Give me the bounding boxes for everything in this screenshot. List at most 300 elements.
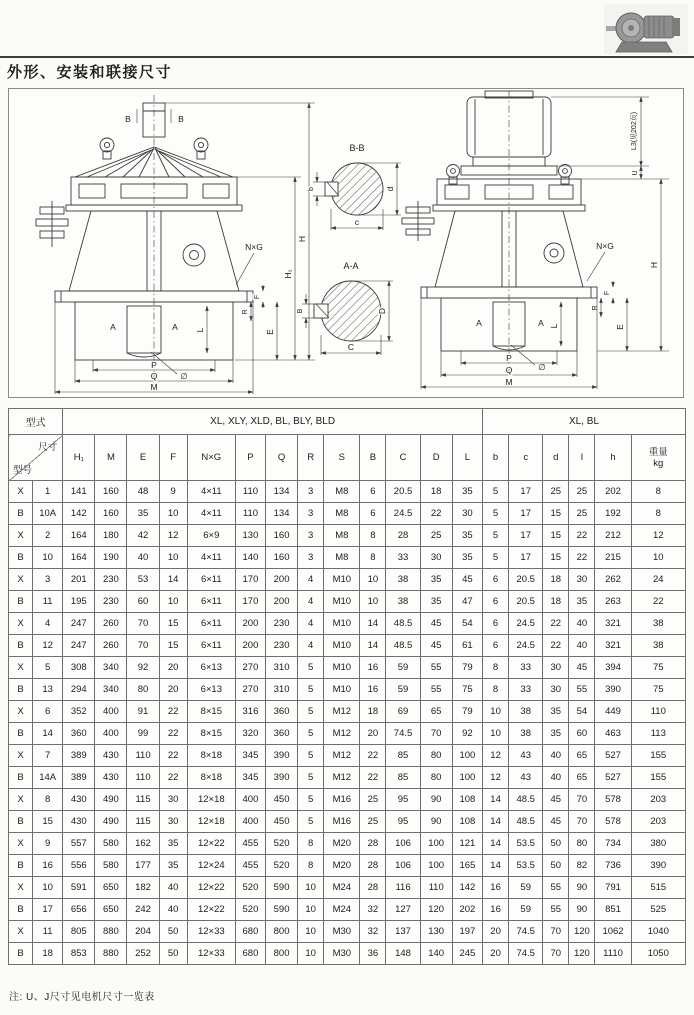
table-cell: 60 xyxy=(569,723,595,745)
table-cell: 200 xyxy=(266,591,298,613)
dim-label-q: Q xyxy=(150,371,158,381)
table-cell: 47 xyxy=(452,591,482,613)
table-cell: 108 xyxy=(452,811,482,833)
table-cell: 74.5 xyxy=(386,723,420,745)
table-cell: 390 xyxy=(631,855,685,877)
table-cell: 35 xyxy=(543,723,569,745)
table-cell: 48.5 xyxy=(386,613,420,635)
header-group2: XL, BL xyxy=(483,409,686,435)
table-cell: 9 xyxy=(33,833,63,855)
table-cell: 28 xyxy=(386,525,420,547)
table-cell: 294 xyxy=(63,679,95,701)
table-cell: 463 xyxy=(595,723,631,745)
table-cell: 22 xyxy=(360,745,386,767)
table-cell: 50 xyxy=(159,921,187,943)
dim-label-m: M xyxy=(150,382,158,392)
table-cell: 310 xyxy=(266,679,298,701)
table-cell: 40 xyxy=(159,877,187,899)
table-cell: 12 xyxy=(33,635,63,657)
table-cell: 8 xyxy=(298,855,324,877)
dim-label-h: H xyxy=(297,235,307,243)
table-cell: 5 xyxy=(298,723,324,745)
table-cell: 33 xyxy=(509,657,543,679)
table-cell: 18 xyxy=(33,943,63,965)
table-cell: 92 xyxy=(452,723,482,745)
table-cell: 6 xyxy=(483,613,509,635)
table-cell: B xyxy=(9,635,33,657)
table-cell: X xyxy=(9,481,33,503)
table-cell: 30 xyxy=(159,811,187,833)
table-cell: 321 xyxy=(595,635,631,657)
table-cell: 35 xyxy=(159,833,187,855)
table-cell: 90 xyxy=(420,811,452,833)
table-row xyxy=(9,811,686,833)
table-cell: 20.5 xyxy=(509,591,543,613)
table-cell: 3 xyxy=(33,569,63,591)
table-cell: 450 xyxy=(266,789,298,811)
table-cell: 24.5 xyxy=(509,613,543,635)
table-cell: 54 xyxy=(452,613,482,635)
table-cell: 14 xyxy=(483,855,509,877)
table-cell: 22 xyxy=(360,767,386,789)
table-cell: 680 xyxy=(235,943,265,965)
table-cell: 80 xyxy=(127,679,159,701)
table-cell: 15 xyxy=(159,613,187,635)
table-cell: 12×33 xyxy=(187,921,235,943)
table-cell: 17 xyxy=(509,525,543,547)
section-aa xyxy=(297,261,393,355)
col-weight-label: 重量 xyxy=(648,446,668,458)
table-cell: 10 xyxy=(298,943,324,965)
table-cell: 734 xyxy=(595,833,631,855)
table-cell: 16 xyxy=(483,899,509,921)
table-cell: 180 xyxy=(95,525,127,547)
table-cell: 164 xyxy=(63,547,95,569)
table-cell: 110 xyxy=(127,745,159,767)
table-cell: 120 xyxy=(569,943,595,965)
table-cell: 20.5 xyxy=(509,569,543,591)
table-cell: 252 xyxy=(127,943,159,965)
table-cell: 35 xyxy=(543,701,569,723)
table-cell: 160 xyxy=(95,481,127,503)
table-cell: 8×18 xyxy=(187,767,235,789)
table-cell: M12 xyxy=(324,767,360,789)
table-cell: 8 xyxy=(631,503,685,525)
table-cell: 25 xyxy=(543,481,569,503)
table-cell: 116 xyxy=(386,877,420,899)
table-cell: 30 xyxy=(452,503,482,525)
table-cell: 33 xyxy=(509,679,543,701)
table-cell: 140 xyxy=(235,547,265,569)
table-cell: 455 xyxy=(235,855,265,877)
table-cell: 45 xyxy=(569,657,595,679)
table-cell: 12 xyxy=(483,745,509,767)
dim-label-r: R xyxy=(242,309,249,315)
table-cell: 53.5 xyxy=(509,855,543,877)
table-cell: M10 xyxy=(324,635,360,657)
table-cell: 54 xyxy=(569,701,595,723)
table-cell: 360 xyxy=(266,723,298,745)
table-cell: 141 xyxy=(63,481,95,503)
col-l-small: l xyxy=(569,435,595,481)
table-cell: 202 xyxy=(595,481,631,503)
table-cell: 270 xyxy=(235,657,265,679)
dim-label-b-cut-left: B xyxy=(125,114,131,124)
table-cell: 5 xyxy=(298,767,324,789)
table-cell: 74.5 xyxy=(509,921,543,943)
table-cell: 1050 xyxy=(631,943,685,965)
table-cell: 310 xyxy=(266,657,298,679)
table-cell: 35 xyxy=(420,591,452,613)
table-cell: 22 xyxy=(569,547,595,569)
table-cell: 48.5 xyxy=(509,811,543,833)
table-cell: 121 xyxy=(452,833,482,855)
table-cell: M10 xyxy=(324,679,360,701)
table-cell: 230 xyxy=(95,569,127,591)
table-cell: 6×13 xyxy=(187,679,235,701)
table-cell: 90 xyxy=(569,899,595,921)
table-cell: X xyxy=(9,833,33,855)
table-cell: 18 xyxy=(420,481,452,503)
dim-label-b-cut-right: B xyxy=(178,114,184,124)
table-cell: 100 xyxy=(420,833,452,855)
table-cell: 591 xyxy=(63,877,95,899)
table-cell: 260 xyxy=(95,613,127,635)
table-cell: 36 xyxy=(360,943,386,965)
col-b-small: b xyxy=(483,435,509,481)
table-cell: 100 xyxy=(452,767,482,789)
table-cell: 30 xyxy=(569,569,595,591)
table-cell: M8 xyxy=(324,547,360,569)
table-cell: 48 xyxy=(127,481,159,503)
table-cell: 14 xyxy=(159,569,187,591)
table-cell: 99 xyxy=(127,723,159,745)
table-cell: 556 xyxy=(63,855,95,877)
table-cell: 40 xyxy=(569,635,595,657)
table-cell: 12 xyxy=(159,525,187,547)
table-cell: 203 xyxy=(631,789,685,811)
table-cell: 6 xyxy=(483,591,509,613)
table-cell: 5 xyxy=(298,657,324,679)
table-cell: 82 xyxy=(569,855,595,877)
table-cell: 80 xyxy=(420,745,452,767)
table-cell: 25 xyxy=(569,481,595,503)
table-cell: 25 xyxy=(569,503,595,525)
table-cell: 75 xyxy=(631,657,685,679)
table-cell: 90 xyxy=(420,789,452,811)
table-cell: 14 xyxy=(33,723,63,745)
col-e: E xyxy=(127,435,159,481)
table-cell: 3 xyxy=(298,525,324,547)
table-cell: X xyxy=(9,657,33,679)
table-cell: 40 xyxy=(543,745,569,767)
table-cell: 20 xyxy=(483,943,509,965)
table-cell: 170 xyxy=(235,569,265,591)
table-cell: 520 xyxy=(235,899,265,921)
table-cell: 6×9 xyxy=(187,525,235,547)
table-cell: 10A xyxy=(33,503,63,525)
table-cell: 215 xyxy=(595,547,631,569)
col-p: P xyxy=(235,435,265,481)
table-cell: 12×22 xyxy=(187,833,235,855)
table-row xyxy=(9,591,686,613)
table-cell: 65 xyxy=(569,767,595,789)
header-diagonal-size: 尺寸 xyxy=(38,442,58,453)
table-cell: X xyxy=(9,569,33,591)
table-cell: 45 xyxy=(543,811,569,833)
title-rule xyxy=(0,56,694,58)
table-cell: 190 xyxy=(95,547,127,569)
table-cell: 12 xyxy=(483,767,509,789)
table-cell: 42 xyxy=(127,525,159,547)
table-cell: 5 xyxy=(483,481,509,503)
table-cell: 28 xyxy=(360,855,386,877)
table-cell: 4 xyxy=(298,569,324,591)
table-row xyxy=(9,657,686,679)
table-cell: 3 xyxy=(298,481,324,503)
table-cell: 70 xyxy=(543,943,569,965)
table-cell: 14 xyxy=(483,811,509,833)
table-cell: 18 xyxy=(360,701,386,723)
table-cell: 30 xyxy=(543,657,569,679)
table-cell: 14 xyxy=(360,635,386,657)
col-r: R xyxy=(298,435,324,481)
table-cell: 360 xyxy=(266,701,298,723)
table-cell: 245 xyxy=(452,943,482,965)
table-cell: 6×11 xyxy=(187,613,235,635)
dim-label-shaft-callout: ∅ xyxy=(180,371,188,381)
table-cell: 22 xyxy=(159,701,187,723)
col-weight xyxy=(631,435,685,481)
table-cell: 8×15 xyxy=(187,701,235,723)
table-row xyxy=(9,723,686,745)
table-cell: 22 xyxy=(569,525,595,547)
table-body xyxy=(9,481,686,965)
table-row xyxy=(9,789,686,811)
table-cell: 204 xyxy=(127,921,159,943)
table-cell: B xyxy=(9,591,33,613)
table-cell: 680 xyxy=(235,921,265,943)
col-f: F xyxy=(159,435,187,481)
table-cell: 24 xyxy=(631,569,685,591)
product-photo xyxy=(604,4,688,54)
table-cell: 79 xyxy=(452,701,482,723)
table-cell: 20.5 xyxy=(386,481,420,503)
table-cell: 134 xyxy=(266,503,298,525)
table-cell: 22 xyxy=(631,591,685,613)
dim-label-a-right: A xyxy=(172,322,178,332)
table-cell: 25 xyxy=(360,789,386,811)
table-cell: 6×11 xyxy=(187,635,235,657)
table-cell: 160 xyxy=(95,503,127,525)
table-cell: 455 xyxy=(235,833,265,855)
table-cell: 247 xyxy=(63,613,95,635)
table-cell: 4×11 xyxy=(187,503,235,525)
table-cell: 16 xyxy=(33,855,63,877)
table-cell: 192 xyxy=(595,503,631,525)
table-row xyxy=(9,481,686,503)
table-cell: 203 xyxy=(631,811,685,833)
table-cell: 165 xyxy=(452,855,482,877)
table-cell: 70 xyxy=(569,789,595,811)
table-cell: 22 xyxy=(159,723,187,745)
col-b: B xyxy=(360,435,386,481)
table-cell: 520 xyxy=(235,877,265,899)
table-cell: 14 xyxy=(483,789,509,811)
dim-label-l: L xyxy=(195,327,205,333)
table-cell: M20 xyxy=(324,855,360,877)
table-row xyxy=(9,503,686,525)
table-cell: 390 xyxy=(266,767,298,789)
table-cell: 35 xyxy=(159,855,187,877)
table-cell: 95 xyxy=(386,811,420,833)
table-cell: 10 xyxy=(298,921,324,943)
table-cell: M30 xyxy=(324,921,360,943)
table-cell: 3 xyxy=(298,503,324,525)
table-cell: 55 xyxy=(569,679,595,701)
table-cell: 6 xyxy=(483,569,509,591)
table-row xyxy=(9,855,686,877)
table-cell: 1 xyxy=(33,481,63,503)
table-cell: 800 xyxy=(266,921,298,943)
table-cell: 853 xyxy=(63,943,95,965)
table-cell: 10 xyxy=(159,591,187,613)
table-row xyxy=(9,877,686,899)
table-cell: B xyxy=(9,899,33,921)
table-cell: 92 xyxy=(127,657,159,679)
table-cell: 10 xyxy=(360,591,386,613)
dim-label-f: F xyxy=(254,294,261,300)
table-cell: 650 xyxy=(95,899,127,921)
table-cell: 38 xyxy=(509,723,543,745)
table-cell: M8 xyxy=(324,503,360,525)
col-h-small: h xyxy=(595,435,631,481)
table-cell: 17 xyxy=(509,503,543,525)
table-row xyxy=(9,679,686,701)
table-cell: 4×11 xyxy=(187,547,235,569)
table-cell: 490 xyxy=(95,789,127,811)
table-cell: 520 xyxy=(266,855,298,877)
table-cell: M10 xyxy=(324,657,360,679)
table-cell: 11 xyxy=(33,591,63,613)
section-bb-dim-d: d xyxy=(385,186,395,192)
table-cell: 38 xyxy=(386,591,420,613)
table-row xyxy=(9,833,686,855)
table-cell: 352 xyxy=(63,701,95,723)
table-row xyxy=(9,745,686,767)
table-cell: 17 xyxy=(509,481,543,503)
table-cell: 12×22 xyxy=(187,899,235,921)
table-cell: 14 xyxy=(360,613,386,635)
table-cell: 5 xyxy=(483,525,509,547)
dim-label-a-left: A xyxy=(110,322,116,332)
table-cell: 390 xyxy=(266,745,298,767)
header-diagonal-model: 型号 xyxy=(13,465,33,476)
dim-label-a-right-right: A xyxy=(538,318,544,328)
table-cell: 115 xyxy=(127,789,159,811)
table-cell: 3 xyxy=(298,547,324,569)
table-cell: 35 xyxy=(569,591,595,613)
table-cell: 164 xyxy=(63,525,95,547)
section-aa-dim-c: C xyxy=(347,342,355,352)
dim-label-e-right: E xyxy=(615,324,625,330)
table-cell: 55 xyxy=(543,877,569,899)
table-cell: M12 xyxy=(324,745,360,767)
table-cell: 30 xyxy=(420,547,452,569)
table-cell: 5 xyxy=(483,547,509,569)
dim-label-h1: H₁ xyxy=(283,269,293,279)
table-cell: 32 xyxy=(360,899,386,921)
table-cell: 10 xyxy=(483,723,509,745)
table-cell: 400 xyxy=(95,701,127,723)
section-bb xyxy=(308,143,401,230)
table-cell: 805 xyxy=(63,921,95,943)
table-cell: 53 xyxy=(127,569,159,591)
section-aa-dim-b: B xyxy=(297,308,304,314)
table-cell: 80 xyxy=(420,767,452,789)
table-cell: 22 xyxy=(543,635,569,657)
dim-label-h-right: H xyxy=(649,261,659,269)
table-cell: 200 xyxy=(235,635,265,657)
table-cell: 195 xyxy=(63,591,95,613)
table-cell: 48.5 xyxy=(386,635,420,657)
table-cell: 1040 xyxy=(631,921,685,943)
table-cell: 60 xyxy=(127,591,159,613)
table-cell: 5 xyxy=(298,745,324,767)
table-cell: 110 xyxy=(127,767,159,789)
table-cell: 650 xyxy=(95,877,127,899)
col-c: C xyxy=(386,435,420,481)
dim-label-a-left-right: A xyxy=(476,318,482,328)
table-cell: B xyxy=(9,723,33,745)
table-cell: 8×15 xyxy=(187,723,235,745)
table-cell: 48.5 xyxy=(509,789,543,811)
left-view-outline xyxy=(36,95,253,381)
table-cell: 18 xyxy=(543,591,569,613)
dim-label-r-right: R xyxy=(592,305,599,311)
table-cell: 8 xyxy=(483,657,509,679)
table-cell: 321 xyxy=(595,613,631,635)
table-cell: 160 xyxy=(266,547,298,569)
table-cell: M16 xyxy=(324,811,360,833)
table-cell: 263 xyxy=(595,591,631,613)
table-cell: 20 xyxy=(159,679,187,701)
table-cell: 736 xyxy=(595,855,631,877)
table-cell: 389 xyxy=(63,767,95,789)
table-cell: 578 xyxy=(595,789,631,811)
col-s: S xyxy=(324,435,360,481)
table-cell: 10 xyxy=(159,503,187,525)
col-m: M xyxy=(95,435,127,481)
table-cell: M10 xyxy=(324,569,360,591)
table-cell: 59 xyxy=(509,899,543,921)
table-cell: 110 xyxy=(420,877,452,899)
table-cell: 340 xyxy=(95,657,127,679)
table-cell: 6×11 xyxy=(187,591,235,613)
table-cell: 85 xyxy=(386,745,420,767)
table-cell: M10 xyxy=(324,591,360,613)
table-cell: 25 xyxy=(360,811,386,833)
table-cell: 320 xyxy=(235,723,265,745)
table-row xyxy=(9,635,686,657)
col-d-small: d xyxy=(543,435,569,481)
table-cell: 10 xyxy=(33,547,63,569)
table-cell: 108 xyxy=(452,789,482,811)
table-cell: 8 xyxy=(360,547,386,569)
right-view-outline xyxy=(402,91,597,373)
table-cell: 10 xyxy=(631,547,685,569)
page-title: 外形、安装和联接尺寸 xyxy=(7,64,173,81)
